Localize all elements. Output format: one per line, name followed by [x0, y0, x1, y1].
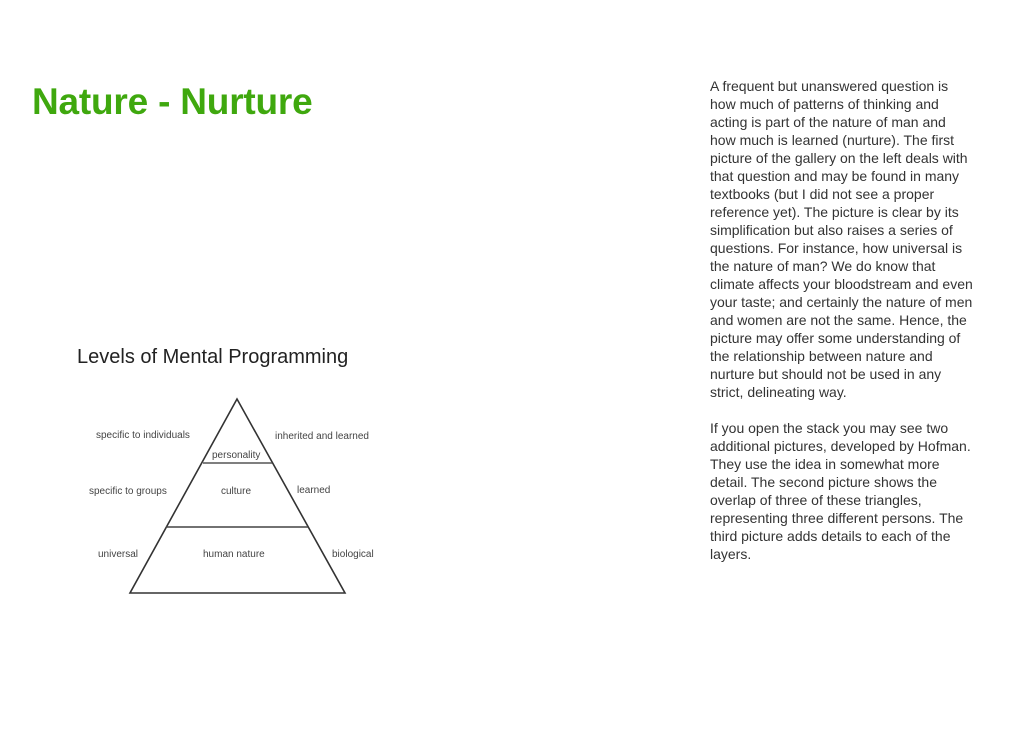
layer-personality: personality — [212, 450, 261, 461]
mental-programming-figure[interactable] — [70, 340, 400, 610]
right-label-personality: inherited and learned — [275, 431, 369, 442]
article-paragraph: A frequent but unanswered question is how much of patterns of thinking and acting is part of the nature of man and how much is learned (nurture). The first picture of the gallery on the left deals with that question and may be found in many textbooks (but I did not see a proper reference yet). The picture is clear by its simplification but also raises a series of questions. For instance, how universal is the nature of man? We do know that climate affects your bloodstream and even your taste; and certainly the nature of men and women are not the same. Hence, the picture may offer some understanding of the relationship between nature and nurture but should not be used in any strict, delineating way. — [710, 78, 973, 400]
left-label-culture: specific to groups — [89, 486, 167, 497]
pyramid-diagram — [70, 340, 400, 610]
article-paragraph: If you open the stack you may see two additional pictures, developed by Hofman. They use the idea in somewhat more detail. The second picture shows the overlap of three of these triangles, representing three different persons. The third picture adds details to each of the layers. — [710, 420, 971, 562]
right-label-human-nature: biological — [332, 549, 374, 560]
left-label-human-nature: universal — [98, 549, 139, 560]
article-body — [710, 77, 975, 581]
figure-title: Levels of Mental Programming — [77, 346, 349, 368]
left-label-personality: specific to individuals — [96, 430, 190, 441]
layer-culture: culture — [221, 486, 252, 497]
page-title: Nature - Nurture — [32, 81, 313, 122]
right-label-culture: learned — [297, 485, 331, 496]
layer-human-nature: human nature — [203, 549, 265, 560]
